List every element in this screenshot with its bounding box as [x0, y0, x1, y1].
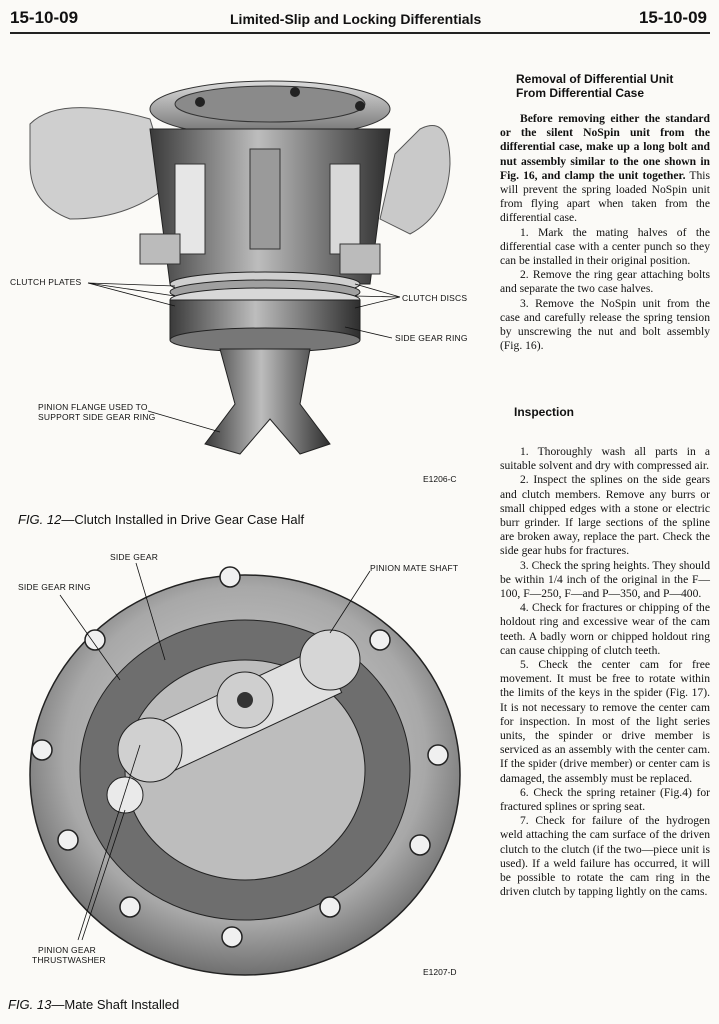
figure-13 — [0, 545, 490, 985]
figure-12-caption — [18, 512, 304, 527]
removal-warning-rest: This will prevent the spring loaded NoSpin unit from flying apart when taken from the differential case. — [500, 168, 710, 225]
clutch-assembly-photo — [0, 44, 490, 494]
inspection-section — [500, 405, 710, 900]
removal-step-2: 2. Remove the ring gear attaching bolts and separate the two case halves. — [500, 268, 710, 296]
inspection-heading: Inspection — [514, 405, 575, 419]
label-pinion-flange-1: PINION FLANGE USED TO — [38, 402, 148, 412]
label-clutch-plates: CLUTCH PLATES — [10, 277, 82, 287]
label-pinion-gear-2: THRUSTWASHER — [32, 955, 106, 965]
inspection-step-6: 6. Check the spring retainer (Fig.4) for fractured splines or spring seat. — [500, 785, 710, 814]
removal-section — [500, 72, 710, 353]
inspection-step-4: 4. Check for fractures or chipping of the holdout ring and excessive wear of the cam teeth. A badly worn or chipped holdout ring can cause chipping of clutch teeth. — [500, 601, 710, 657]
inspection-step-1: 1. Thoroughly wash all parts in a suitable solvent and dry with compressed air. — [500, 445, 710, 473]
figure-13-caption — [8, 997, 179, 1012]
page-number-left: 15-10-09 — [10, 8, 79, 27]
caption-text: —Mate Shaft Installed — [51, 997, 180, 1012]
inspection-step-3: 3. Check the spring heights. They should be within 1/4 inch of the original in the F—100, F—250, F—and P—350, and P—400. — [500, 558, 710, 601]
removal-heading-1: Removal of Differential Unit — [516, 72, 674, 86]
mate-shaft-photo — [0, 545, 490, 985]
inspection-step-7: 7. Check for failure of the hydrogen weld attaching the cam surface of the driven clutch to the clutch (if the two—piece unit is used). If a weld failure has occurred, it will be possible to rotate the cam ring in the driven clutch by tapping lightly on the cams. — [500, 814, 710, 899]
section-title: Limited-Slip and Locking Differentials — [230, 11, 482, 27]
caption-prefix: FIG. 13 — [8, 997, 52, 1012]
header-rule — [10, 32, 710, 34]
label-side-gear: SIDE GEAR — [110, 552, 159, 562]
caption-text: —Clutch Installed in Drive Gear Case Half — [61, 512, 305, 527]
figure-code: E1207-D — [423, 967, 457, 977]
label-clutch-discs: CLUTCH DISCS — [402, 293, 468, 303]
figure-12 — [0, 44, 490, 494]
page-number-right: 15-10-09 — [638, 8, 707, 27]
removal-heading-2: From Differential Case — [516, 86, 645, 100]
label-pinion-flange-2: SUPPORT SIDE GEAR RING — [38, 412, 156, 422]
inspection-step-5: 5. Check the center cam for free movement. It must be free to rotate within the limits of the keys in the spider (Fig. 17). It is not necessary to remove the center cam for inspection. In most of the light series units, the spinder or drive member is serviced as an assembly with the center cam. If the spider (drive member) or center cam is damaged, the assembly must be replaced. — [500, 658, 710, 785]
removal-warning: Before removing either the standard or the silent NoSpin unit from the differential case, make up a long bolt and nut assembly similar to the one shown in Fig. 16, and clamp the unit together. — [500, 112, 710, 182]
removal-step-1: 1. Mark the mating halves of the differential case with a center punch so they can be installed in their original position. — [500, 225, 710, 268]
label-side-gear-ring: SIDE GEAR RING — [395, 333, 468, 343]
label-pinion-mate-shaft: PINION MATE SHAFT — [370, 563, 459, 573]
figure-code: E1206-C — [423, 474, 457, 484]
label-pinion-gear-1: PINION GEAR — [38, 945, 96, 955]
inspection-step-2: 2. Inspect the splines on the side gears and clutch members. Remove any burrs or small chipped edges with a stone or electric burr grinder. If large sections of the spline are broken away, replace the part. Check the side gear hubs for fractures. — [500, 473, 710, 558]
removal-step-3: 3. Remove the NoSpin unit from the case and carefully release the spring tension by unscrewing the nut and bolt assembly (Fig. 16). — [500, 296, 710, 353]
removal-paragraph-0 — [500, 112, 710, 226]
caption-prefix: FIG. 12 — [18, 512, 62, 527]
page-header — [0, 6, 719, 30]
label-side-gear-ring: SIDE GEAR RING — [18, 582, 91, 592]
